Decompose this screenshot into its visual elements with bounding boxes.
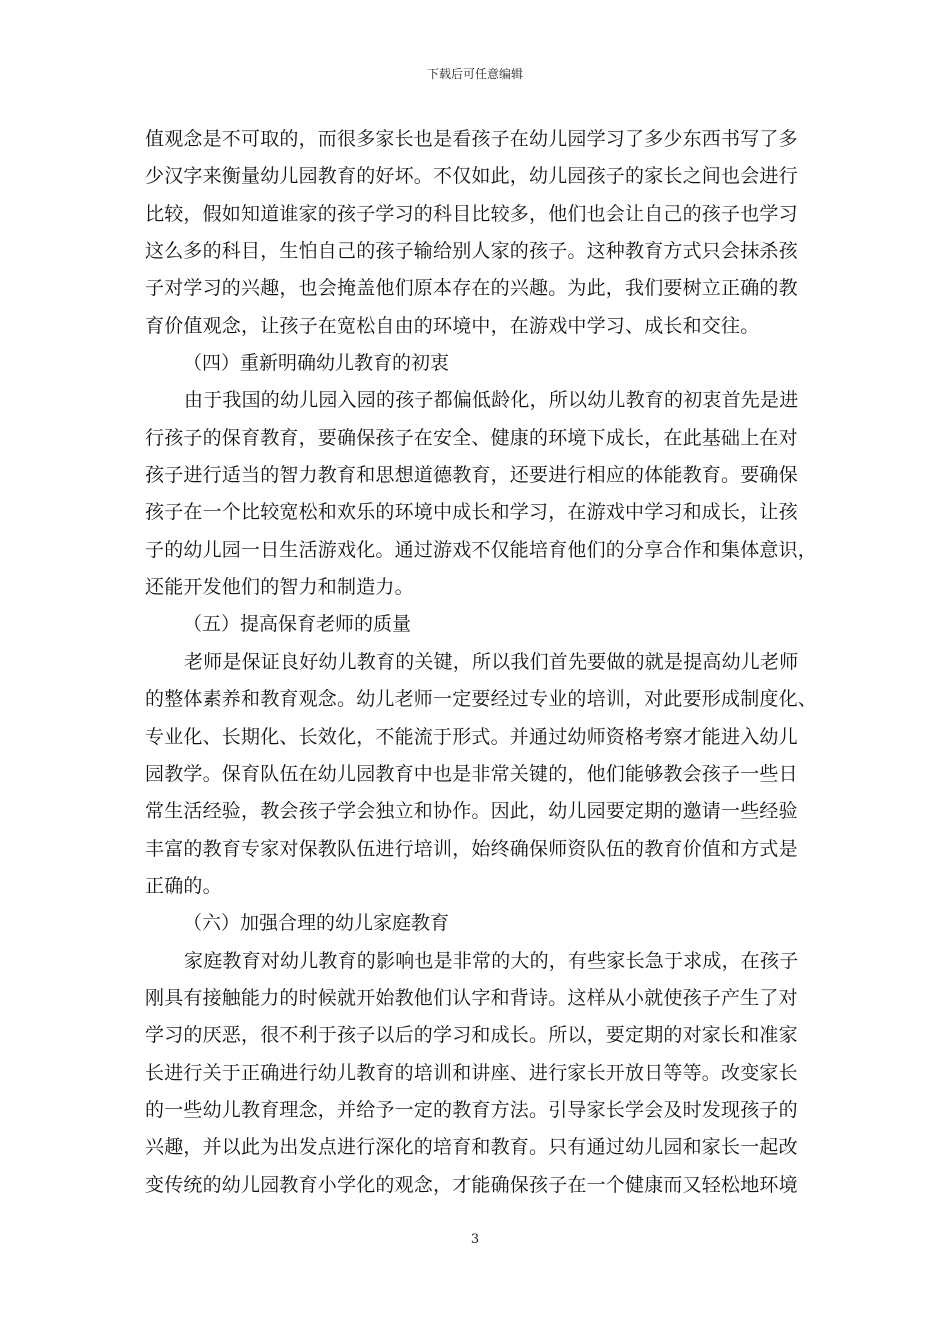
page-number: 3 <box>470 1232 480 1247</box>
paragraph-line: 变传统的幼儿园教育小学化的观念，才能确保孩子在一个健康而又轻松地环境 <box>145 1173 798 1196</box>
paragraph-line: 行孩子的保育教育，要确保孩子在安全、健康的环境下成长，在此基础上在对 <box>145 426 798 449</box>
paragraph-line: 的一些幼儿教育理念，并给予一定的教育方法。引导家长学会及时发现孩子的 <box>145 1098 798 1121</box>
page-header: 下载后可任意编辑 <box>426 67 523 81</box>
paragraph-line: 学习的厌恶，很不利于孩子以后的学习和成长。所以，要定期的对家长和准家 <box>145 1024 798 1047</box>
paragraph-line: 常生活经验，教会孩子学会独立和协作。因此，幼儿园要定期的邀请一些经验 <box>145 800 798 823</box>
paragraph-line: 家庭教育对幼儿教育的影响也是非常的大的，有些家长急于求成，在孩子 <box>184 949 799 972</box>
paragraph-line: 由于我国的幼儿园入园的孩子都偏低龄化，所以幼儿教育的初衷首先是进 <box>184 389 799 412</box>
paragraph-line: 兴趣，并以此为出发点进行深化的培育和教育。只有通过幼儿园和家长一起改 <box>145 1136 798 1159</box>
document-body <box>145 121 818 1204</box>
paragraph-line: 还能开发他们的智力和制造力。 <box>145 576 414 599</box>
paragraph-line: 园教学。保育队伍在幼儿园教育中也是非常关键的，他们能够教会孩子一些日 <box>145 762 798 785</box>
paragraph-line: 老师是保证良好幼儿教育的关键，所以我们首先要做的就是提高幼儿老师 <box>184 650 799 673</box>
paragraph-line: 子的幼儿园一日生活游戏化。通过游戏不仅能培育他们的分享合作和集体意识， <box>145 538 818 561</box>
section-heading-5: （五）提高保育老师的质量 <box>183 613 412 636</box>
paragraph-line: 孩子在一个比较宽松和欢乐的环境中成长和学习，在游戏中学习和成长，让孩 <box>145 501 798 524</box>
paragraph-line: 这么多的科目，生怕自己的孩子输给别人家的孩子。这种教育方式只会抹杀孩 <box>145 240 798 263</box>
paragraph-line: 育价值观念，让孩子在宽松自由的环境中，在游戏中学习、成长和交往。 <box>145 314 760 337</box>
paragraph-line: 子对学习的兴趣，也会掩盖他们原本存在的兴趣。为此，我们要树立正确的教 <box>145 277 798 300</box>
paragraph-line: 正确的。 <box>145 874 222 897</box>
paragraph-line: 比较，假如知道谁家的孩子学习的科目比较多，他们也会让自己的孩子也学习 <box>145 202 798 225</box>
paragraph-line: 的整体素养和教育观念。幼儿老师一定要经过专业的培训，对此要形成制度化、 <box>145 688 818 711</box>
paragraph-line: 丰富的教育专家对保教队伍进行培训，始终确保师资队伍的教育价值和方式是 <box>145 837 798 860</box>
paragraph-line: 专业化、长期化、长效化，不能流于形式。并通过幼师资格考察才能进入幼儿 <box>145 725 798 748</box>
paragraph-line: 少汉字来衡量幼儿园教育的好坏。不仅如此，幼儿园孩子的家长之间也会进行 <box>145 165 798 188</box>
section-heading-4: （四）重新明确幼儿教育的初衷 <box>183 352 450 375</box>
paragraph-line: 值观念是不可取的，而很多家长也是看孩子在幼儿园学习了多少东西书写了多 <box>145 128 798 150</box>
paragraph-line: 孩子进行适当的智力教育和思想道德教育，还要进行相应的体能教育。要确保 <box>145 464 798 487</box>
paragraph-line: 长进行关于正确进行幼儿教育的培训和讲座、进行家长开放日等等。改变家长 <box>145 1061 798 1084</box>
paragraph-line: 刚具有接触能力的时候就开始教他们认字和背诗。这样从小就使孩子产生了对 <box>145 986 798 1009</box>
section-heading-6: （六）加强合理的幼儿家庭教育 <box>183 912 450 935</box>
